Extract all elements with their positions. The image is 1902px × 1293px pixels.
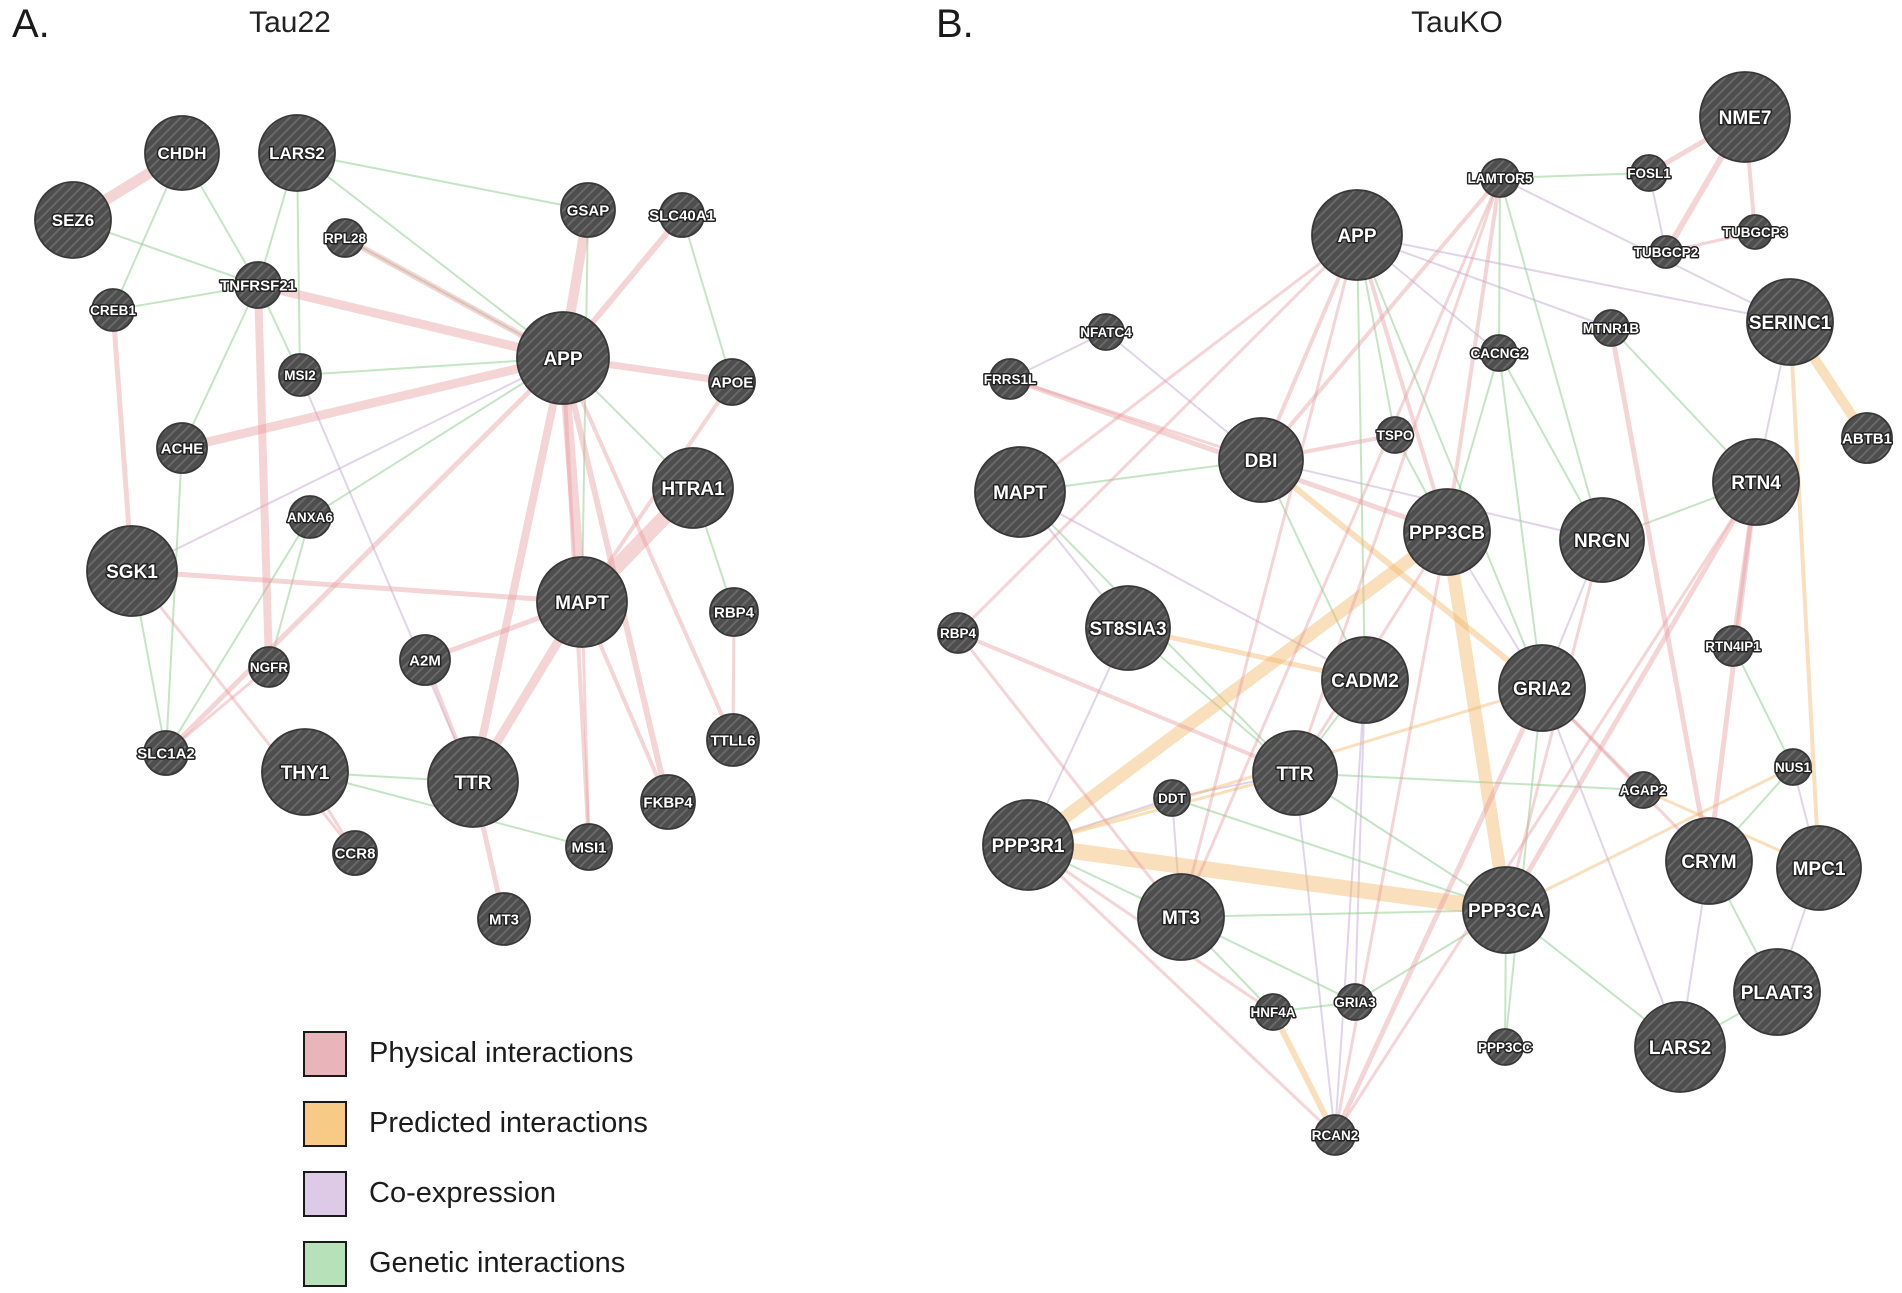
node-label-MAPT: MAPT [555,592,609,614]
node-label-GRIA3: GRIA3 [1334,994,1376,1010]
node-label-RBP4: RBP4 [939,625,977,641]
legend-swatch-coexpression [303,1171,347,1217]
node-label-HTRA1: HTRA1 [661,478,725,500]
node-label-NRGN: NRGN [1574,530,1630,552]
edge-genetic-LARS2-GSAP [297,153,588,210]
node-label-SEZ6: SEZ6 [51,211,95,231]
node-label-CRYM: CRYM [1681,851,1737,873]
node-label-CHDH: CHDH [157,144,207,164]
node-label-GRIA2: GRIA2 [1512,678,1572,700]
edge-coexpression-APP-SERINC1 [1357,235,1790,322]
node-label-GSAP: GSAP [566,202,610,220]
node-label-MT3: MT3 [489,911,519,929]
edge-physical-APP-RBP4 [958,235,1357,633]
edge-physical-RTN4-CRYM [1709,482,1756,861]
node-label-MSI1: MSI1 [571,839,607,857]
node-label-CADM2: CADM2 [1331,670,1399,692]
edge-genetic-ANXA6-SLC1A2 [166,517,310,753]
node-label-APP: APP [1337,225,1377,247]
legend-row-physical [303,1030,648,1077]
edge-predicted-SERINC1-MPC1 [1790,322,1819,868]
node-label-FOSL1: FOSL1 [1627,165,1671,181]
legend-label-coexpression: Co-expression [369,1177,556,1209]
node-label-RPL28: RPL28 [323,230,367,246]
edge-genetic-APP-CADM2 [1357,235,1365,680]
edge-coexpression-CADM2-GRIA3 [1355,680,1365,1002]
panel-a-label: A. [12,2,50,46]
node-label-A2M: A2M [409,652,441,670]
legend-swatch-genetic [303,1241,347,1287]
edge-genetic-SLC40A1-APOE [682,215,732,382]
legend-row-coexpression [303,1170,648,1217]
panel-b-title: TauKO [1411,6,1503,39]
node-label-LARS2: LARS2 [269,144,325,164]
node-label-MTNR1B: MTNR1B [1582,320,1640,336]
node-label-CCR8: CCR8 [334,845,376,863]
node-label-DDT: DDT [1158,790,1186,806]
network-tau22 [35,115,759,945]
node-label-MAPT: MAPT [993,482,1047,504]
node-label-RCAN2: RCAN2 [1311,1127,1359,1143]
edge-physical-APP-SLC1A2 [166,358,563,753]
node-label-PPP3CB: PPP3CB [1408,522,1486,544]
node-label-TTR: TTR [454,772,492,794]
node-label-MPC1: MPC1 [1792,858,1846,880]
node-label-SLC40A1: SLC40A1 [649,207,715,225]
edge-predicted-PPP3R1-PPP3CA [1028,845,1506,910]
edge-genetic-TNFRSF21-ACHE [182,285,258,448]
edge-physical-APP-MT3 [1181,235,1357,917]
panel-a-title: Tau22 [249,6,331,39]
edge-type-legend [303,1030,648,1293]
node-label-MSI2: MSI2 [284,367,316,383]
legend-swatch-predicted [303,1101,347,1147]
node-label-APP: APP [543,348,583,370]
node-label-THY1: THY1 [280,762,330,784]
node-label-PPP3CA: PPP3CA [1467,900,1545,922]
node-label-CREB1: CREB1 [90,302,136,318]
legend-label-genetic: Genetic interactions [369,1247,626,1279]
network-tauko [938,72,1892,1155]
node-label-TUBGCP2: TUBGCP2 [1633,244,1699,260]
node-label-MT3: MT3 [1162,907,1200,929]
node-label-TUBGCP3: TUBGCP3 [1722,224,1788,240]
node-label-CACNG2: CACNG2 [1470,345,1528,361]
legend-row-genetic [303,1240,648,1287]
edge-physical-APP-PPP3CB [1357,235,1447,532]
node-label-LARS2: LARS2 [1648,1037,1712,1059]
legend-label-predicted: Predicted interactions [369,1107,648,1139]
node-label-NFATC4: NFATC4 [1080,324,1132,340]
edge-physical-TNFRSF21-NGFR [258,285,269,667]
node-label-NGFR: NGFR [249,659,289,675]
node-label-PLAAT3: PLAAT3 [1740,982,1814,1004]
node-label-HNF4A: HNF4A [1250,1004,1296,1020]
node-label-TTLL6: TTLL6 [710,732,756,750]
legend-label-physical: Physical interactions [369,1037,634,1069]
edge-genetic-ACHE-SLC1A2 [166,448,182,753]
edge-predicted-PPP3CB-PPP3CA [1447,532,1506,910]
edge-predicted-DBI-GRIA2 [1261,460,1542,688]
node-label-ABTB1: ABTB1 [1841,430,1893,448]
node-label-APOE: APOE [710,374,754,392]
node-label-DBI: DBI [1244,450,1278,472]
edge-coexpression-RCAN2-CADM2 [1335,680,1365,1135]
legend-row-predicted [303,1100,648,1147]
edge-genetic-TTR-AGAP2 [1295,773,1643,790]
edge-genetic-LAMTOR5-CACNG2 [1499,178,1500,353]
legend-swatch-physical [303,1031,347,1077]
edge-physical-MTNR1B-CRYM [1611,328,1709,861]
node-label-PPP3R1: PPP3R1 [991,835,1065,857]
edge-genetic-APP-GRIA2 [1357,235,1542,688]
node-label-NUS1: NUS1 [1774,759,1812,775]
edge-coexpression-RCAN2-TTR [1295,773,1335,1135]
node-label-SERINC1: SERINC1 [1748,312,1832,334]
node-label-RBP4: RBP4 [713,604,755,622]
node-label-SLC1A2: SLC1A2 [137,745,195,763]
node-label-FKBP4: FKBP4 [643,794,693,812]
edge-physical-ACHE-APP [182,358,563,448]
node-label-ST8SIA3: ST8SIA3 [1089,618,1167,640]
node-label-AGAP2: AGAP2 [1619,782,1667,798]
node-label-RTN4IP1: RTN4IP1 [1705,638,1761,654]
node-label-LAMTOR5: LAMTOR5 [1467,170,1533,186]
node-label-ANXA6: ANXA6 [287,509,333,525]
node-label-NME7: NME7 [1718,107,1772,129]
node-label-TSPO: TSPO [1376,427,1414,443]
node-label-PPP3CC: PPP3CC [1477,1039,1533,1055]
node-label-ACHE: ACHE [160,440,204,458]
node-label-TNFRSF21: TNFRSF21 [220,277,296,295]
panel-b-label: B. [936,2,974,46]
node-label-TTR: TTR [1276,763,1314,785]
node-label-FRRS1L: FRRS1L [983,371,1037,387]
node-label-SGK1: SGK1 [106,561,158,583]
node-label-RTN4: RTN4 [1731,472,1781,494]
